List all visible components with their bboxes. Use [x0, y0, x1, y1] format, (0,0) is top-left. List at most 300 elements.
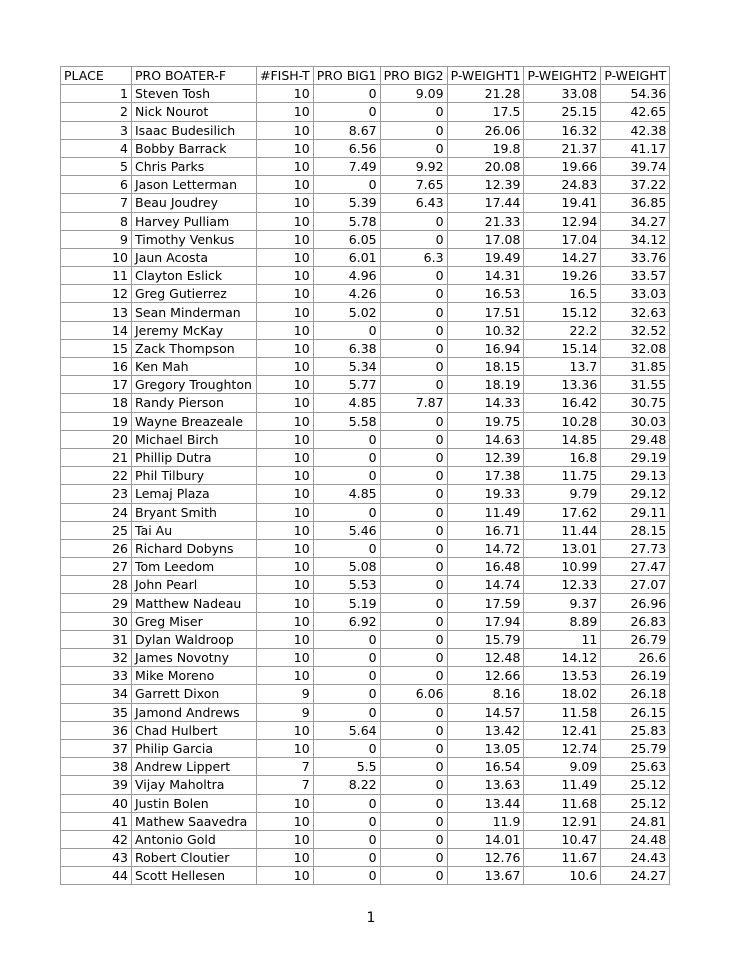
cell-place: 5 — [61, 157, 132, 175]
cell-fish-count: 10 — [257, 503, 314, 521]
cell-pro-big1: 0 — [313, 630, 380, 648]
cell-fish-count: 10 — [257, 576, 314, 594]
table-row — [61, 121, 670, 139]
cell-p-weight2: 14.85 — [524, 430, 601, 448]
cell-pro-big2: 0 — [380, 794, 447, 812]
cell-pro-big2: 9.09 — [380, 85, 447, 103]
cell-pro-big2: 0 — [380, 376, 447, 394]
cell-p-weight1: 16.53 — [447, 285, 524, 303]
cell-p-weight: 26.79 — [601, 630, 670, 648]
header-p-weight1: P-WEIGHT1 — [447, 67, 524, 85]
cell-pro-big1: 0 — [313, 703, 380, 721]
cell-fish-count: 10 — [257, 485, 314, 503]
cell-pro-big1: 0 — [313, 849, 380, 867]
cell-p-weight: 27.47 — [601, 558, 670, 576]
cell-pro-big1: 4.85 — [313, 394, 380, 412]
cell-p-weight: 29.12 — [601, 485, 670, 503]
cell-pro-boater: Vijay Maholtra — [132, 776, 257, 794]
cell-pro-big1: 5.78 — [313, 212, 380, 230]
cell-pro-big1: 5.19 — [313, 594, 380, 612]
cell-pro-big1: 5.34 — [313, 358, 380, 376]
cell-pro-big1: 6.38 — [313, 339, 380, 357]
cell-pro-boater: Scott Hellesen — [132, 867, 257, 885]
cell-place: 36 — [61, 721, 132, 739]
cell-pro-big2: 0 — [380, 612, 447, 630]
cell-place: 2 — [61, 103, 132, 121]
cell-pro-boater: Matthew Nadeau — [132, 594, 257, 612]
cell-pro-boater: Clayton Eslick — [132, 267, 257, 285]
table-row — [61, 394, 670, 412]
cell-pro-big1: 8.67 — [313, 121, 380, 139]
cell-fish-count: 10 — [257, 539, 314, 557]
header-p-weight: P-WEIGHT — [601, 67, 670, 85]
cell-p-weight: 24.48 — [601, 830, 670, 848]
table-row — [61, 521, 670, 539]
cell-p-weight1: 17.94 — [447, 612, 524, 630]
cell-place: 41 — [61, 812, 132, 830]
cell-pro-boater: Richard Dobyns — [132, 539, 257, 557]
cell-p-weight: 27.73 — [601, 539, 670, 557]
cell-pro-big1: 6.05 — [313, 230, 380, 248]
cell-place: 43 — [61, 849, 132, 867]
cell-place: 24 — [61, 503, 132, 521]
cell-p-weight1: 13.05 — [447, 739, 524, 757]
cell-p-weight: 34.12 — [601, 230, 670, 248]
cell-p-weight: 31.85 — [601, 358, 670, 376]
table-row — [61, 303, 670, 321]
cell-p-weight1: 13.44 — [447, 794, 524, 812]
cell-pro-big1: 6.92 — [313, 612, 380, 630]
cell-p-weight1: 16.48 — [447, 558, 524, 576]
cell-pro-big2: 0 — [380, 303, 447, 321]
cell-p-weight1: 17.5 — [447, 103, 524, 121]
cell-place: 19 — [61, 412, 132, 430]
cell-place: 6 — [61, 176, 132, 194]
cell-place: 42 — [61, 830, 132, 848]
table-row — [61, 739, 670, 757]
cell-p-weight: 32.63 — [601, 303, 670, 321]
cell-fish-count: 10 — [257, 739, 314, 757]
cell-p-weight2: 11.68 — [524, 794, 601, 812]
cell-p-weight1: 14.63 — [447, 430, 524, 448]
cell-place: 18 — [61, 394, 132, 412]
cell-place: 22 — [61, 467, 132, 485]
cell-p-weight: 26.83 — [601, 612, 670, 630]
cell-fish-count: 10 — [257, 649, 314, 667]
cell-fish-count: 10 — [257, 139, 314, 157]
cell-p-weight: 39.74 — [601, 157, 670, 175]
cell-pro-big2: 6.06 — [380, 685, 447, 703]
cell-pro-boater: Chad Hulbert — [132, 721, 257, 739]
cell-p-weight2: 19.26 — [524, 267, 601, 285]
cell-pro-big2: 0 — [380, 594, 447, 612]
cell-pro-big1: 5.53 — [313, 576, 380, 594]
cell-pro-boater: Chris Parks — [132, 157, 257, 175]
cell-place: 38 — [61, 758, 132, 776]
cell-pro-big2: 0 — [380, 412, 447, 430]
cell-p-weight2: 11.49 — [524, 776, 601, 794]
cell-p-weight1: 14.74 — [447, 576, 524, 594]
cell-p-weight2: 13.53 — [524, 667, 601, 685]
cell-pro-boater: Isaac Budesilich — [132, 121, 257, 139]
cell-place: 7 — [61, 194, 132, 212]
cell-fish-count: 10 — [257, 376, 314, 394]
cell-pro-boater: Michael Birch — [132, 430, 257, 448]
table-row — [61, 85, 670, 103]
cell-pro-big2: 6.43 — [380, 194, 447, 212]
cell-pro-boater: Philip Garcia — [132, 739, 257, 757]
cell-p-weight2: 13.36 — [524, 376, 601, 394]
cell-pro-big1: 5.58 — [313, 412, 380, 430]
cell-pro-big2: 0 — [380, 212, 447, 230]
cell-fish-count: 10 — [257, 121, 314, 139]
cell-fish-count: 10 — [257, 321, 314, 339]
cell-p-weight1: 21.28 — [447, 85, 524, 103]
cell-fish-count: 10 — [257, 303, 314, 321]
cell-fish-count: 10 — [257, 558, 314, 576]
cell-pro-boater: Mathew Saavedra — [132, 812, 257, 830]
cell-p-weight: 37.22 — [601, 176, 670, 194]
cell-p-weight2: 13.01 — [524, 539, 601, 557]
cell-place: 28 — [61, 576, 132, 594]
cell-pro-big1: 4.96 — [313, 267, 380, 285]
table-row — [61, 485, 670, 503]
cell-fish-count: 10 — [257, 212, 314, 230]
cell-p-weight1: 17.51 — [447, 303, 524, 321]
cell-p-weight1: 21.33 — [447, 212, 524, 230]
cell-pro-boater: Phil Tilbury — [132, 467, 257, 485]
cell-p-weight2: 12.74 — [524, 739, 601, 757]
cell-p-weight1: 13.67 — [447, 867, 524, 885]
cell-p-weight1: 17.38 — [447, 467, 524, 485]
table-row — [61, 430, 670, 448]
cell-fish-count: 10 — [257, 667, 314, 685]
cell-place: 4 — [61, 139, 132, 157]
cell-fish-count: 10 — [257, 103, 314, 121]
cell-p-weight1: 16.71 — [447, 521, 524, 539]
table-row — [61, 830, 670, 848]
cell-p-weight2: 16.32 — [524, 121, 601, 139]
cell-pro-boater: Tai Au — [132, 521, 257, 539]
cell-pro-boater: Randy Pierson — [132, 394, 257, 412]
cell-pro-big1: 6.56 — [313, 139, 380, 157]
cell-p-weight1: 16.54 — [447, 758, 524, 776]
cell-pro-big2: 0 — [380, 339, 447, 357]
cell-place: 11 — [61, 267, 132, 285]
cell-p-weight: 25.12 — [601, 776, 670, 794]
cell-p-weight: 29.48 — [601, 430, 670, 448]
cell-fish-count: 10 — [257, 85, 314, 103]
cell-pro-big1: 0 — [313, 812, 380, 830]
cell-p-weight2: 8.89 — [524, 612, 601, 630]
cell-p-weight1: 17.59 — [447, 594, 524, 612]
table-row — [61, 467, 670, 485]
cell-pro-big2: 9.92 — [380, 157, 447, 175]
cell-p-weight1: 19.8 — [447, 139, 524, 157]
header-fish-count: #FISH-T — [257, 67, 314, 85]
table-row — [61, 685, 670, 703]
cell-p-weight1: 14.57 — [447, 703, 524, 721]
table-row — [61, 412, 670, 430]
cell-p-weight1: 10.32 — [447, 321, 524, 339]
cell-place: 29 — [61, 594, 132, 612]
cell-p-weight1: 12.39 — [447, 448, 524, 466]
cell-p-weight1: 12.76 — [447, 849, 524, 867]
cell-pro-big1: 5.08 — [313, 558, 380, 576]
cell-pro-boater: Nick Nourot — [132, 103, 257, 121]
cell-pro-big2: 7.65 — [380, 176, 447, 194]
table-row — [61, 867, 670, 885]
cell-p-weight: 29.11 — [601, 503, 670, 521]
cell-pro-big1: 5.46 — [313, 521, 380, 539]
cell-fish-count: 10 — [257, 867, 314, 885]
cell-pro-big2: 0 — [380, 521, 447, 539]
table-row — [61, 194, 670, 212]
cell-fish-count: 10 — [257, 830, 314, 848]
cell-pro-boater: Antonio Gold — [132, 830, 257, 848]
cell-pro-big1: 5.77 — [313, 376, 380, 394]
cell-pro-big1: 6.01 — [313, 248, 380, 266]
cell-pro-big2: 0 — [380, 467, 447, 485]
cell-pro-boater: Greg Miser — [132, 612, 257, 630]
cell-fish-count: 10 — [257, 412, 314, 430]
cell-pro-boater: Steven Tosh — [132, 85, 257, 103]
cell-fish-count: 10 — [257, 521, 314, 539]
cell-pro-big2: 0 — [380, 867, 447, 885]
cell-p-weight: 25.79 — [601, 739, 670, 757]
cell-fish-count: 10 — [257, 230, 314, 248]
table-row — [61, 267, 670, 285]
table-row — [61, 358, 670, 376]
cell-pro-boater: John Pearl — [132, 576, 257, 594]
cell-pro-big1: 0 — [313, 685, 380, 703]
cell-p-weight1: 19.75 — [447, 412, 524, 430]
table-row — [61, 103, 670, 121]
cell-fish-count: 10 — [257, 594, 314, 612]
cell-pro-boater: Jason Letterman — [132, 176, 257, 194]
cell-p-weight2: 14.12 — [524, 649, 601, 667]
cell-pro-big2: 0 — [380, 430, 447, 448]
cell-p-weight2: 16.8 — [524, 448, 601, 466]
cell-place: 16 — [61, 358, 132, 376]
cell-p-weight2: 11.75 — [524, 467, 601, 485]
cell-p-weight1: 17.08 — [447, 230, 524, 248]
table-row — [61, 376, 670, 394]
cell-p-weight2: 17.62 — [524, 503, 601, 521]
table-row — [61, 503, 670, 521]
cell-p-weight: 24.27 — [601, 867, 670, 885]
cell-fish-count: 10 — [257, 630, 314, 648]
cell-p-weight1: 12.66 — [447, 667, 524, 685]
cell-pro-boater: Timothy Venkus — [132, 230, 257, 248]
cell-p-weight2: 25.15 — [524, 103, 601, 121]
cell-p-weight1: 14.01 — [447, 830, 524, 848]
cell-pro-big2: 0 — [380, 503, 447, 521]
cell-p-weight: 33.57 — [601, 267, 670, 285]
cell-pro-big2: 0 — [380, 558, 447, 576]
cell-p-weight: 26.19 — [601, 667, 670, 685]
cell-fish-count: 10 — [257, 612, 314, 630]
cell-p-weight1: 13.42 — [447, 721, 524, 739]
cell-fish-count: 7 — [257, 758, 314, 776]
cell-p-weight1: 14.72 — [447, 539, 524, 557]
cell-p-weight2: 10.6 — [524, 867, 601, 885]
cell-p-weight2: 22.2 — [524, 321, 601, 339]
cell-place: 23 — [61, 485, 132, 503]
cell-pro-big2: 0 — [380, 267, 447, 285]
cell-p-weight2: 19.66 — [524, 157, 601, 175]
cell-pro-big2: 0 — [380, 448, 447, 466]
cell-p-weight2: 18.02 — [524, 685, 601, 703]
cell-pro-big1: 0 — [313, 539, 380, 557]
table-row — [61, 721, 670, 739]
cell-p-weight: 25.12 — [601, 794, 670, 812]
cell-p-weight2: 12.94 — [524, 212, 601, 230]
cell-p-weight2: 15.12 — [524, 303, 601, 321]
table-row — [61, 321, 670, 339]
cell-place: 30 — [61, 612, 132, 630]
cell-p-weight: 42.38 — [601, 121, 670, 139]
cell-pro-big2: 0 — [380, 758, 447, 776]
cell-fish-count: 10 — [257, 248, 314, 266]
cell-pro-big2: 0 — [380, 630, 447, 648]
cell-pro-big2: 0 — [380, 849, 447, 867]
cell-place: 15 — [61, 339, 132, 357]
cell-pro-boater: Bryant Smith — [132, 503, 257, 521]
cell-place: 40 — [61, 794, 132, 812]
table-row — [61, 649, 670, 667]
cell-pro-big2: 0 — [380, 321, 447, 339]
table-row — [61, 448, 670, 466]
cell-pro-big1: 0 — [313, 430, 380, 448]
cell-fish-count: 10 — [257, 267, 314, 285]
cell-pro-boater: Dylan Waldroop — [132, 630, 257, 648]
cell-p-weight2: 33.08 — [524, 85, 601, 103]
cell-p-weight1: 19.49 — [447, 248, 524, 266]
cell-pro-big2: 0 — [380, 576, 447, 594]
cell-pro-big1: 0 — [313, 467, 380, 485]
cell-p-weight2: 11 — [524, 630, 601, 648]
header-pro-big2: PRO BIG2 — [380, 67, 447, 85]
cell-pro-big2: 0 — [380, 830, 447, 848]
cell-fish-count: 10 — [257, 467, 314, 485]
cell-p-weight2: 10.47 — [524, 830, 601, 848]
cell-fish-count: 10 — [257, 448, 314, 466]
header-pro-boater: PRO BOATER-F — [132, 67, 257, 85]
cell-pro-big2: 0 — [380, 121, 447, 139]
cell-p-weight: 33.03 — [601, 285, 670, 303]
cell-pro-boater: James Novotny — [132, 649, 257, 667]
cell-pro-big1: 0 — [313, 739, 380, 757]
cell-p-weight: 36.85 — [601, 194, 670, 212]
cell-p-weight1: 8.16 — [447, 685, 524, 703]
cell-p-weight2: 19.41 — [524, 194, 601, 212]
cell-pro-big1: 5.39 — [313, 194, 380, 212]
cell-pro-big2: 7.87 — [380, 394, 447, 412]
cell-p-weight: 26.6 — [601, 649, 670, 667]
cell-pro-big2: 0 — [380, 539, 447, 557]
cell-place: 1 — [61, 85, 132, 103]
cell-fish-count: 10 — [257, 812, 314, 830]
cell-place: 12 — [61, 285, 132, 303]
cell-pro-boater: Bobby Barrack — [132, 139, 257, 157]
results-table — [60, 66, 670, 885]
table-row — [61, 558, 670, 576]
cell-pro-big1: 0 — [313, 503, 380, 521]
cell-p-weight2: 11.44 — [524, 521, 601, 539]
cell-p-weight: 27.07 — [601, 576, 670, 594]
cell-p-weight: 26.96 — [601, 594, 670, 612]
cell-place: 8 — [61, 212, 132, 230]
cell-p-weight: 26.15 — [601, 703, 670, 721]
cell-pro-big2: 0 — [380, 230, 447, 248]
cell-p-weight: 26.18 — [601, 685, 670, 703]
cell-p-weight2: 17.04 — [524, 230, 601, 248]
cell-pro-big2: 0 — [380, 285, 447, 303]
cell-p-weight2: 10.28 — [524, 412, 601, 430]
cell-pro-big1: 0 — [313, 649, 380, 667]
cell-place: 34 — [61, 685, 132, 703]
cell-p-weight: 30.03 — [601, 412, 670, 430]
cell-pro-big1: 0 — [313, 830, 380, 848]
cell-pro-boater: Ken Mah — [132, 358, 257, 376]
cell-p-weight: 33.76 — [601, 248, 670, 266]
cell-fish-count: 9 — [257, 703, 314, 721]
cell-pro-boater: Sean Minderman — [132, 303, 257, 321]
cell-pro-boater: Lemaj Plaza — [132, 485, 257, 503]
cell-pro-big2: 0 — [380, 103, 447, 121]
table-row — [61, 576, 670, 594]
cell-p-weight1: 17.44 — [447, 194, 524, 212]
cell-fish-count: 10 — [257, 176, 314, 194]
cell-place: 10 — [61, 248, 132, 266]
cell-p-weight1: 14.31 — [447, 267, 524, 285]
cell-pro-boater: Justin Bolen — [132, 794, 257, 812]
cell-place: 13 — [61, 303, 132, 321]
cell-pro-boater: Wayne Breazeale — [132, 412, 257, 430]
cell-p-weight2: 11.58 — [524, 703, 601, 721]
table-row — [61, 612, 670, 630]
cell-place: 33 — [61, 667, 132, 685]
cell-fish-count: 7 — [257, 776, 314, 794]
cell-place: 14 — [61, 321, 132, 339]
cell-pro-big2: 0 — [380, 703, 447, 721]
table-row — [61, 212, 670, 230]
cell-fish-count: 10 — [257, 339, 314, 357]
page-number: 1 — [366, 910, 376, 926]
cell-p-weight: 31.55 — [601, 376, 670, 394]
cell-p-weight: 34.27 — [601, 212, 670, 230]
cell-pro-big1: 0 — [313, 321, 380, 339]
cell-p-weight2: 9.79 — [524, 485, 601, 503]
cell-place: 20 — [61, 430, 132, 448]
cell-p-weight2: 13.7 — [524, 358, 601, 376]
cell-pro-big1: 0 — [313, 176, 380, 194]
cell-p-weight: 25.63 — [601, 758, 670, 776]
cell-pro-big1: 0 — [313, 448, 380, 466]
cell-p-weight1: 18.19 — [447, 376, 524, 394]
table-row — [61, 157, 670, 175]
cell-pro-boater: Andrew Lippert — [132, 758, 257, 776]
cell-p-weight: 32.08 — [601, 339, 670, 357]
cell-fish-count: 10 — [257, 721, 314, 739]
cell-p-weight1: 26.06 — [447, 121, 524, 139]
cell-pro-big2: 0 — [380, 139, 447, 157]
cell-fish-count: 10 — [257, 285, 314, 303]
cell-pro-big2: 0 — [380, 649, 447, 667]
cell-p-weight2: 10.99 — [524, 558, 601, 576]
cell-p-weight: 24.81 — [601, 812, 670, 830]
